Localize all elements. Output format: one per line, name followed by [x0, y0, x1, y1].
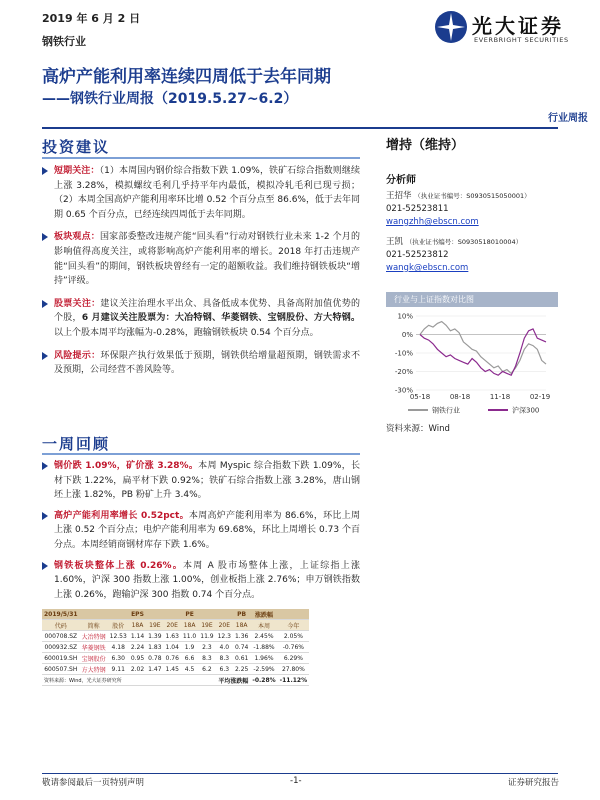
table-cell: 4.18 [108, 642, 129, 653]
table-cell: 2.3 [198, 642, 215, 653]
triangle-bullet-icon [42, 233, 48, 241]
table-cell: 4.5 [181, 664, 198, 675]
table-cell: 19E [198, 620, 215, 631]
chart-series-line-1 [420, 329, 546, 375]
table-cell: 9.11 [108, 664, 129, 675]
triangle-bullet-icon [42, 462, 48, 470]
table-cell [80, 609, 108, 620]
invest-item [42, 297, 360, 341]
analyst-card [386, 190, 566, 229]
weekly-item-text: 本周 A 股市场整体上涨，上证综指上涨 1.60%，沪深 300 指数上涨 1.00%，创业板指上涨 2.76%；申万钢铁指数上涨 0.26%，跑输沪深 300 指数 0.74 个百分点。 [54, 560, 360, 600]
table-cell: 4.0 [216, 642, 233, 653]
table-cell: EPS [129, 609, 146, 620]
table-cell: 000708.SZ [42, 631, 80, 642]
table-avg-label: 平均涨跌幅 [164, 675, 251, 686]
table-cell [216, 609, 233, 620]
table-cell: 2.02 [130, 665, 145, 673]
table-cell: 0.78 [148, 654, 162, 662]
weekly-item-label: 钢价跌 1.09%，矿价涨 3.28%。 [54, 461, 199, 471]
table-cell: 6.30 [108, 653, 129, 664]
table-cell: -0.76% [278, 642, 309, 653]
table-cell: 0.74 [234, 643, 249, 651]
chart-y-tick-label: -10% [394, 349, 413, 358]
invest-item-tail: 以上个股本周平均涨幅为-0.28%，跑输钢铁板块 0.54 个百分点。 [54, 327, 319, 338]
table-cell [108, 609, 129, 620]
table-cell: 2.05% [278, 631, 309, 642]
analyst-cert: （执业证书编号：S0930518010004） [405, 238, 523, 246]
table-cell: 18A [129, 620, 146, 631]
table-cell: 2.45% [250, 631, 277, 642]
table-cell: 2.24 [130, 643, 145, 651]
table-cell: 2019/5/31 [44, 610, 78, 618]
table-cell: 1.45 [165, 665, 179, 673]
table-cell: 20E [164, 620, 181, 631]
invest-item-text: （1）本周国内钢价综合指数下跌 1.09%，铁矿石综合指数则继续上涨 3.28%，模拟螺纹毛利几乎持平年内最低，模拟冷轧毛利已现亏损；（2）本周全国高炉产能利用率环比增 0.52 个百分点至 86.6%，低于去年同期 0.65 个百分点，已经连续四周低于去年同期。 [54, 166, 360, 220]
rating-label: 增持（维持） [386, 138, 465, 153]
table-cell: 19E [146, 620, 163, 631]
table-cell: 1.63 [165, 632, 179, 640]
triangle-bullet-icon [42, 512, 48, 520]
report-type-tag: 行业周报 [548, 113, 588, 124]
invest-item-highlight: 6 月建议关注股票为：大冶特钢、华菱钢铁、宝钢股份、方大特钢。 [81, 313, 360, 324]
page-number: -1- [290, 776, 302, 786]
section-invest-heading: 投资建议 [42, 138, 111, 156]
table-cell: 2.25 [234, 665, 249, 673]
table-cell: 600019.SH [42, 653, 80, 664]
chart-plot [386, 310, 558, 438]
table-cell: 000932.SZ [42, 642, 80, 653]
title-divider [42, 127, 558, 129]
table-cell: PE [181, 609, 198, 620]
weekly-item [42, 509, 360, 553]
invest-item-label: 股票关注： [54, 298, 101, 309]
company-logo [428, 8, 578, 48]
table-cell: 6.6 [181, 653, 198, 664]
table-cell: 27.80% [278, 664, 309, 675]
analyst-card [386, 236, 566, 275]
table-cell: -2.59% [250, 664, 277, 675]
table-cell: 11.0 [182, 632, 197, 640]
chart-legend-label: 钢铁行业 [432, 406, 460, 415]
table-cell: 6.3 [216, 664, 233, 675]
invest-item [42, 164, 360, 222]
table-cell: 1.47 [148, 665, 162, 673]
chart-y-tick-label: 0% [401, 331, 413, 339]
footer-divider [42, 773, 558, 774]
invest-item [42, 349, 360, 378]
table-cell: 11.9 [200, 632, 214, 640]
section-weekly-underline [42, 453, 360, 455]
table-avg-row [42, 675, 309, 686]
table-cell: 1.04 [165, 643, 179, 651]
table-cell: 1.14 [130, 632, 145, 640]
weekly-item-label: 钢铁板块整体上涨 0.26%。 [54, 560, 184, 571]
analysts-heading: 分析师 [386, 175, 416, 186]
chart-x-tick-label: 05-18 [409, 393, 431, 401]
table-cell: 代码 [42, 620, 80, 631]
table-cell: 今年 [278, 620, 309, 631]
chart-x-tick-label: 08-18 [449, 393, 471, 401]
table-cell: 8.3 [198, 653, 215, 664]
table-cell: 1.39 [148, 632, 162, 640]
table-cell [164, 609, 181, 620]
table-cell: PB [233, 609, 250, 620]
invest-item-label: 板块观点： [54, 232, 100, 243]
analyst-name: 王凯 [386, 237, 404, 247]
stock-table-wrap [42, 609, 362, 686]
table-row [42, 642, 309, 653]
weekly-item [42, 559, 360, 603]
table-header-row [42, 620, 309, 631]
table-cell: 本周 [250, 620, 277, 631]
footer-disclaimer: 敬请参阅最后一页特别声明 [42, 778, 145, 788]
invest-item-text: 环保限产执行效果低于预期，钢铁供给增量超预期，钢铁需求不及预期，公司经营不善风险等。 [54, 350, 360, 376]
chart-x-tick-label: 11-18 [489, 393, 511, 401]
invest-item-text: 国家部委整改违规产能“回头看”行动对钢铁行业未来 1-2 个月的影响值得高度关注，或将影响高炉产能利用率的增长。2018 年打击违规产能“回头看”的期间，钢铁板块曾经有一定的超额收益。我们维持钢铁板块“增持”评级。 [54, 232, 360, 287]
weekly-list [42, 459, 360, 602]
weekly-item-text: 本周 Myspic 综合指数下跌 1.09%，长材下跌 1.22%，扁平材下跌 0.92%；铁矿石综合指数上涨 3.28%，唐山钢坯上涨 1.82%，PB 粉矿上升 3.4%。 [54, 461, 360, 501]
chart-series-line-0 [420, 322, 546, 374]
section-weekly-heading: 一周回顾 [42, 435, 111, 453]
logo-name-en: EVERBRIGHT SECURITIES [474, 36, 569, 44]
weekly-item-label: 高炉产能利用率增长 0.52pct。 [54, 510, 189, 521]
invest-item-label: 风险提示： [54, 350, 101, 361]
section-invest-underline [42, 157, 360, 159]
chart-y-tick-label: -30% [394, 386, 413, 395]
table-cell: 18A [181, 620, 198, 631]
chart-source: 资料来源：Wind [386, 424, 450, 434]
table-cell: 6.2 [198, 664, 215, 675]
table-cell: 20E [216, 620, 233, 631]
invest-item [42, 230, 360, 288]
weekly-item [42, 459, 360, 503]
table-cell [146, 609, 163, 620]
table-cell: 1.9 [181, 642, 198, 653]
chart-title: 行业与上证指数对比图 [386, 292, 558, 307]
report-title: 高炉产能利用率连续四周低于去年同期 [42, 67, 331, 87]
table-cell: 12.53 [109, 632, 127, 640]
industry-label: 钢铁行业 [42, 35, 86, 48]
triangle-bullet-icon [42, 167, 48, 175]
table-avg-year: -11.12% [279, 676, 308, 684]
invest-item-label: 短期关注： [54, 166, 100, 176]
table-row [42, 664, 309, 675]
table-avg-week: -0.28% [252, 676, 276, 684]
table-cell: 宝钢股份 [80, 653, 108, 664]
table-header-row [42, 609, 309, 620]
chart-y-tick-label: -20% [394, 368, 413, 376]
chart-y-tick-label: 10% [397, 312, 413, 321]
table-cell: 8.3 [216, 653, 233, 664]
table-cell: 1.36 [234, 632, 249, 640]
table-cell: 华菱钢铁 [80, 642, 108, 653]
industry-vs-index-chart [386, 292, 558, 438]
table-cell: 6.29% [278, 653, 309, 664]
table-cell: 方大特钢 [80, 664, 108, 675]
table-cell: 12.3 [217, 632, 231, 640]
table-cell [278, 609, 309, 620]
report-date: 2019 年 6 月 2 日 [42, 12, 141, 25]
table-cell: 1.96% [250, 653, 277, 664]
table-cell: 0.95 [130, 654, 145, 662]
logo-mark-icon [434, 10, 468, 44]
table-cell [198, 609, 215, 620]
analyst-email-link[interactable]: wangzhh@ebscn.com [386, 217, 479, 227]
table-cell: 18A [233, 620, 250, 631]
table-row [42, 631, 309, 642]
table-cell: 0.76 [165, 654, 179, 662]
logo-name-cn: 光大证券 [472, 14, 564, 38]
triangle-bullet-icon [42, 300, 48, 308]
table-cell: 股价 [108, 620, 129, 631]
table-cell: 涨跌幅 [250, 609, 277, 620]
table-cell: 简称 [80, 620, 108, 631]
table-row [42, 653, 309, 664]
table-cell: -1.88% [250, 642, 277, 653]
invest-item-text: 建议关注治理水平出众、具备低成本优势、具备高附加值优势的个股， [54, 298, 360, 324]
footer-doc-type: 证券研究报告 [508, 778, 560, 788]
chart-legend-label: 沪深300 [512, 406, 540, 415]
table-cell: 600507.SH [42, 664, 80, 675]
chart-x-tick-label: 02-19 [529, 393, 551, 401]
analyst-cert: （执业证书编号：S0930515050001） [414, 192, 531, 200]
table-cell: 大冶特钢 [80, 631, 108, 642]
invest-list [42, 164, 360, 378]
triangle-bullet-icon [42, 352, 48, 360]
analyst-name: 王招华 [386, 191, 412, 201]
triangle-bullet-icon [42, 562, 48, 570]
analyst-phone: 021-52523812 [386, 250, 449, 260]
table-source: 资料来源：Wind，光大证券研究所 [42, 675, 164, 686]
table-cell: 0.61 [234, 654, 249, 662]
analyst-phone: 021-52523811 [386, 204, 449, 214]
table-cell: 1.83 [148, 643, 162, 651]
analyst-email-link[interactable]: wangk@ebscn.com [386, 263, 469, 273]
report-subtitle: ——钢铁行业周报（2019.5.27~6.2） [42, 91, 298, 107]
stock-table [42, 609, 309, 686]
weekly-item-text: 本周高炉产能利用率为 86.6%，环比上周上涨 0.52 个百分点；电炉产能利用率为 69.68%，环比上周增长 0.73 个百分点。本周经销商钢材库存下跌 1.6%。 [54, 510, 361, 550]
